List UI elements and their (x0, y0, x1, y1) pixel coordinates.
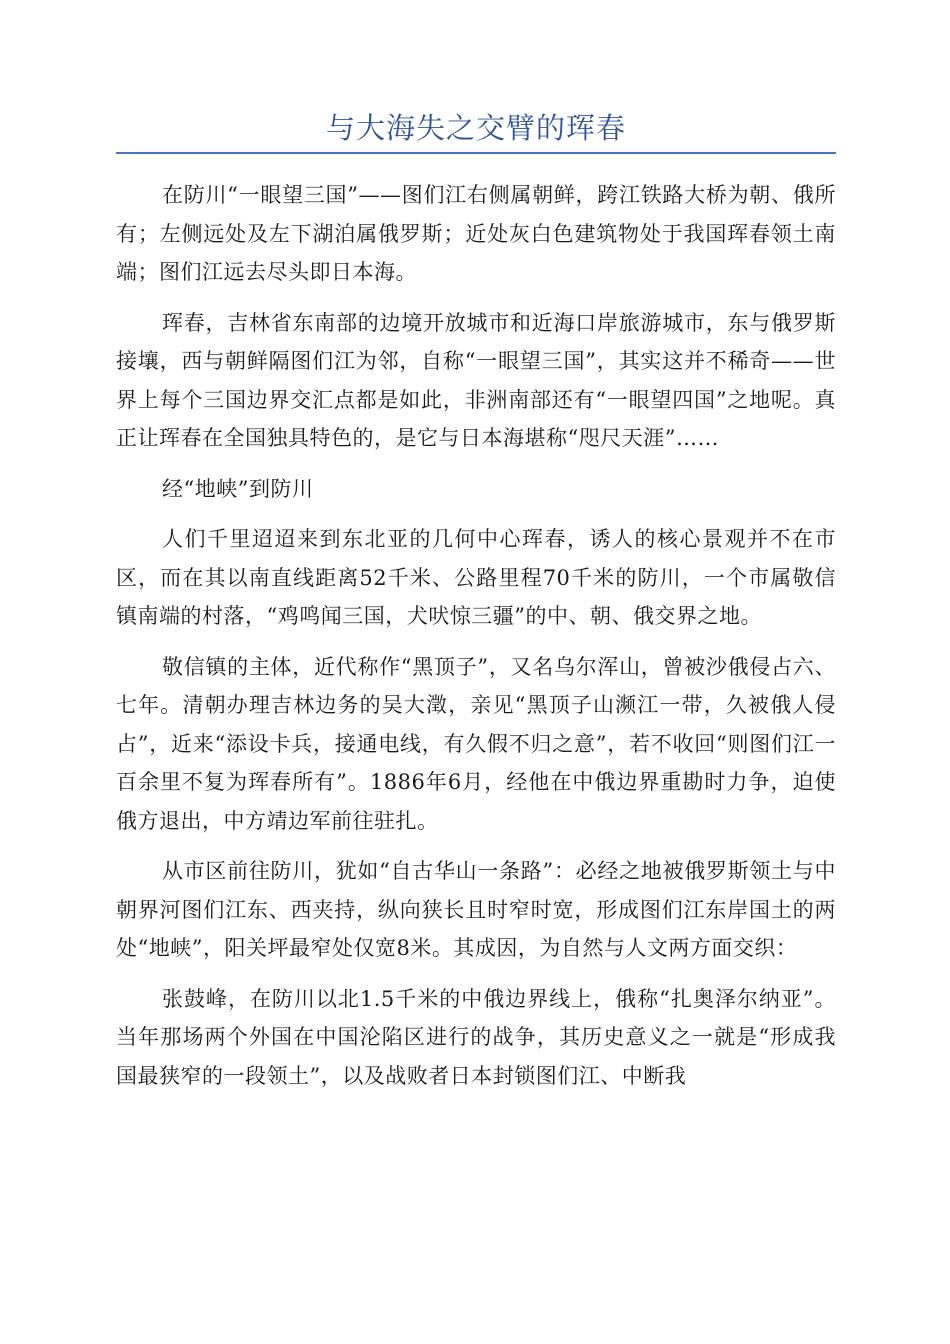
paragraph-zhanggufeng: 张鼓峰，在防川以北1.5千米的中俄边界线上，俄称“扎奥泽尔纳亚”。当年那场两个外国在中国沦陷区进行的战争，其历史意义之一就是“形成我国最狭窄的一段领土”，以及战败者日本封锁图们江、中断我 (116, 986, 836, 1088)
paragraph-hunchun-overview: 珲春，吉林省东南部的边境开放城市和近海口岸旅游城市，东与俄罗斯接壤，西与朝鲜隔图们江为邻，自称“一眼望三国”，其实这并不稀奇——世界上每个三国边界交汇点都是如此，非洲南部还有“一眼望四国”之地呢。真正让珲春在全国独具特色的，是它与日本海堪称“咫尺天涯”…… (116, 310, 836, 450)
paragraph-jingxin-history: 敬信镇的主体，近代称作“黑顶子”，又名乌尔浑山，曾被沙俄侵占六、七年。清朝办理吉林边务的吴大澂，亲见“黑顶子山濒江一带，久被俄人侵占”，近来“添设卡兵，接通电线，有久假不归之意”，若不收回“则图们江一百余里不复为珲春所有”。1886年6月，经他在中俄边界重勘时力争，迫使俄方退出，中方靖边军前往驻扎。 (116, 654, 836, 833)
paragraph-isthmus: 从市区前往防川，犹如“自古华山一条路”：必经之地被俄罗斯领土与中朝界河图们江东、西夹持，纵向狭长且时窄时宽，形成图们江东岸国土的两处“地峡”，阳关坪最窄处仅宽8米。其成因，为自然与人文两方面交织： (116, 859, 836, 960)
document-page (116, 108, 836, 1107)
paragraph-fangchuan: 人们千里迢迢来到东北亚的几何中心珲春，诱人的核心景观并不在市区，而在其以南直线距离52千米、公路里程70千米的防川，一个市属敬信镇南端的村落，“鸡鸣闻三国，犬吠惊三疆”的中、朝、俄交界之地。 (116, 527, 836, 628)
section-heading: 经“地峡”到防川 (162, 476, 314, 501)
title-underline (116, 152, 836, 154)
document-title: 与大海失之交臂的珲春 (325, 111, 626, 145)
paragraph-intro: 在防川“一眼望三国”——图们江右侧属朝鲜，跨江铁路大桥为朝、俄所有；左侧远处及左下湖泊属俄罗斯；近处灰白色建筑物处于我国珲春领土南端；图们江远去尽头即日本海。 (116, 183, 836, 284)
